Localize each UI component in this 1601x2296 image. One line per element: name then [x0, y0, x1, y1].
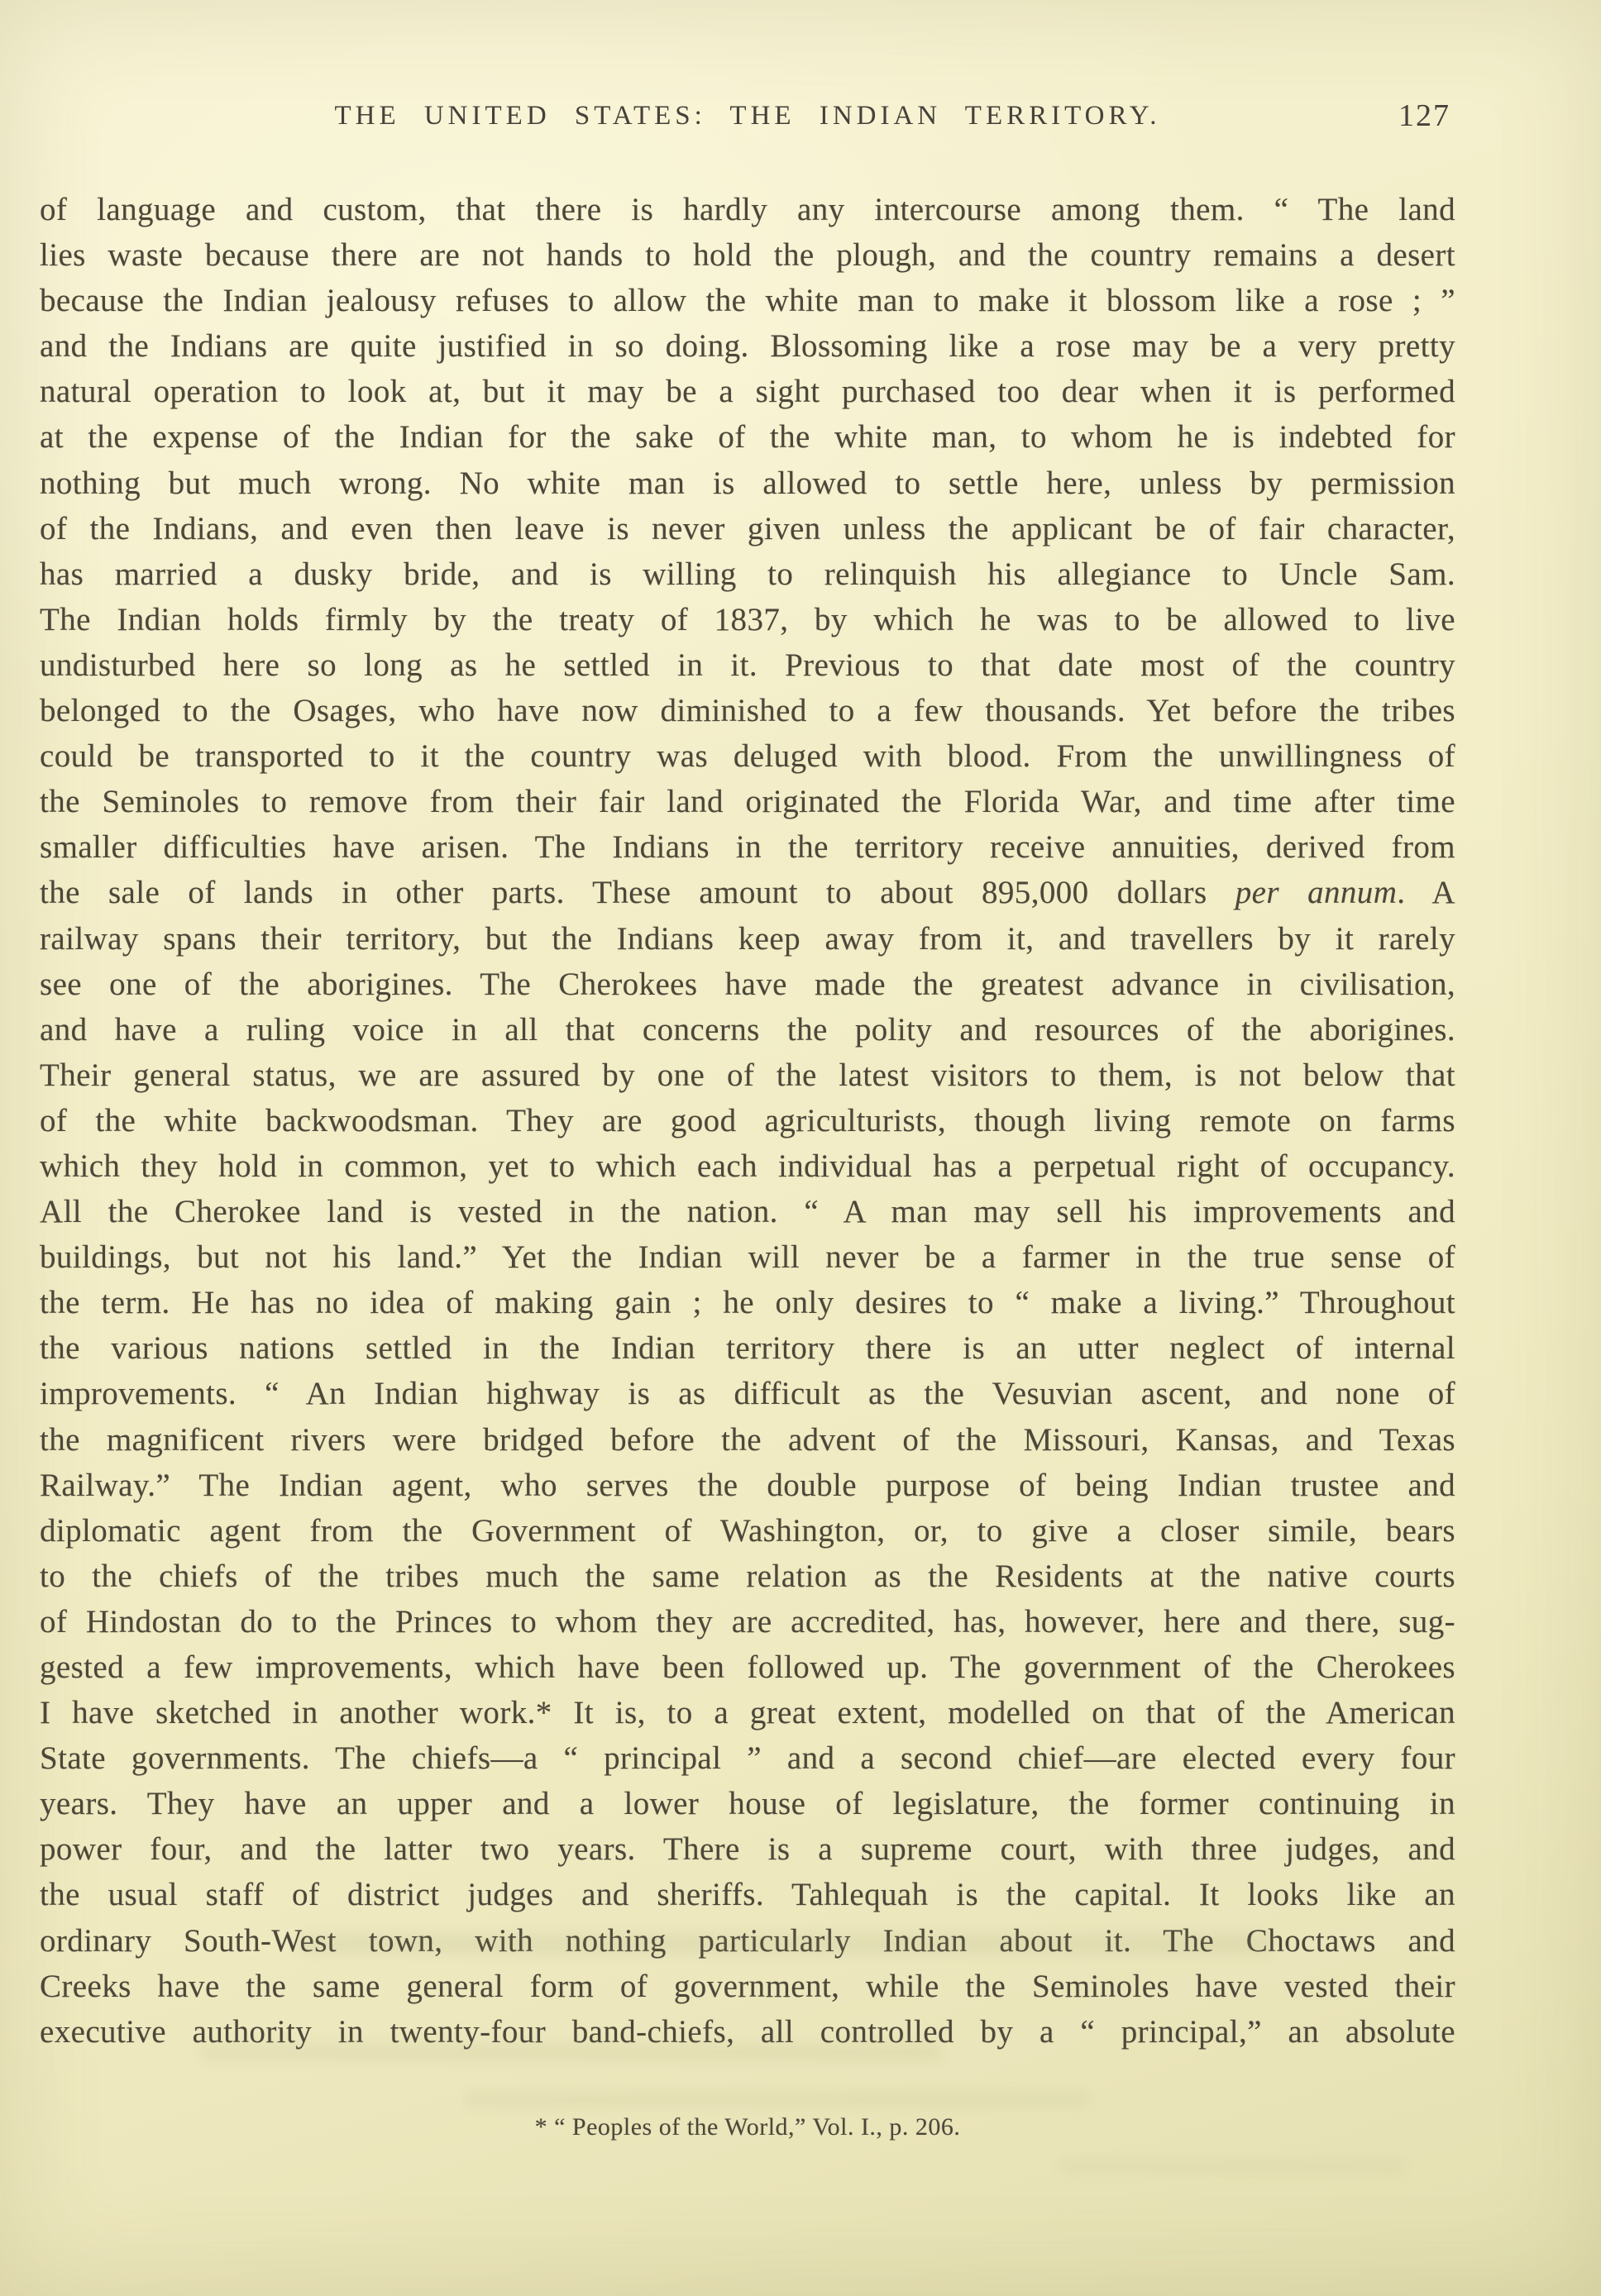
text-line: the magnificent rivers were bridged before the advent of the Missouri, Kansas, and Texas: [40, 1421, 1455, 1458]
text-line: lies waste because there are not hands to hold the plough, and the country remains a desert: [40, 237, 1455, 274]
text-line: Railway.” The Indian agent, who serves the double purpose of being Indian trustee and: [40, 1467, 1455, 1503]
text-line: belonged to the Osages, who have now diminished to a few thousands. Yet before the tribes: [40, 693, 1455, 729]
text-line: Their general status, we are assured by one of the latest visitors to them, is not below that: [40, 1057, 1455, 1093]
text-line: the various nations settled in the Indian territory there is an utter neglect of internal: [40, 1330, 1455, 1367]
body-text: [40, 187, 1455, 2055]
text-line: buildings, but not his land.” Yet the Indian will never be a farmer in the true sense of: [40, 1239, 1455, 1276]
footnote: * “ Peoples of the World,” Vol. I., p. 206.: [534, 2113, 961, 2141]
text-line: has married a dusky bride, and is willing to relinquish his allegiance to Uncle Sam.: [40, 556, 1455, 592]
text-line: years. They have an upper and a lower house of legislature, the former continuing in: [40, 1786, 1455, 1822]
text-line: the Seminoles to remove from their fair land originated the Florida War, and time after time: [40, 784, 1455, 820]
text-line: railway spans their territory, but the Indians keep away from it, and travellers by it rarely: [40, 920, 1455, 957]
text-line: see one of the aborigines. The Cherokees have made the greatest advance in civilisation,: [40, 966, 1455, 1002]
text-line: power four, and the latter two years. There is a supreme court, with three judges, and: [40, 1831, 1455, 1868]
text-line: of Hindostan do to the Princes to whom they are accredited, has, however, here and there, sug-: [40, 1603, 1455, 1640]
text-line: natural operation to look at, but it may be a sight purchased too dear when it is performed: [40, 374, 1455, 410]
text-line: State governments. The chiefs—a “ principal ” and a second chief—are elected every four: [40, 1740, 1455, 1777]
text-line: executive authority in twenty-four band-chiefs, all controlled by a “ principal,” an absolute: [40, 2013, 1455, 2050]
text-line: at the expense of the Indian for the sake of the white man, to whom he is indebted for: [40, 419, 1455, 456]
page-number: 127: [1398, 98, 1450, 133]
bleed-through-ghost: [463, 2090, 1092, 2108]
text-line: I have sketched in another work.* It is, to a great extent, modelled on that of the American: [40, 1695, 1455, 1731]
text-line: Creeks have the same general form of government, while the Seminoles have vested their: [40, 1968, 1455, 2004]
text-line: The Indian holds firmly by the treaty of 1837, by which he was to be allowed to live: [40, 601, 1455, 637]
text-line: which they hold in common, yet to which each individual has a perpetual right of occupancy.: [40, 1148, 1455, 1184]
text-line: to the chiefs of the tribes much the same relation as the Residents at the native courts: [40, 1558, 1455, 1594]
text-line: the term. He has no idea of making gain ; he only desires to “ make a living.” Throughout: [40, 1285, 1455, 1321]
page-header: [40, 98, 1455, 141]
text-line: nothing but much wrong. No white man is allowed to settle here, unless by permission: [40, 465, 1455, 501]
text-line: gested a few improvements, which have been followed up. The government of the Cherokees: [40, 1649, 1455, 1685]
text-line: improvements. “ An Indian highway is as difficult as the Vesuvian ascent, and none of: [40, 1376, 1455, 1412]
running-title: THE UNITED STATES: THE INDIAN TERRITORY.: [334, 101, 1161, 131]
text-line: and have a ruling voice in all that concerns the polity and resources of the aborigines.: [40, 1011, 1455, 1048]
bleed-through-ghost: [1059, 2158, 1406, 2174]
text-line: of the Indians, and even then leave is never given unless the applicant be of fair character,: [40, 510, 1455, 547]
text-line: and the Indians are quite justified in so doing. Blossoming like a rose may be a very pretty: [40, 328, 1455, 365]
text-line: could be transported to it the country was deluged with blood. From the unwillingness of: [40, 738, 1455, 775]
text-line: diplomatic agent from the Government of Washington, or, to give a closer simile, bears: [40, 1512, 1455, 1549]
text-line: because the Indian jealousy refuses to allow the white man to make it blossom like a rose ; ”: [40, 283, 1455, 319]
text-line: smaller difficulties have arisen. The Indians in the territory receive annuities, derived from: [40, 829, 1455, 866]
text-line: undisturbed here so long as he settled in it. Previous to that date most of the country: [40, 647, 1455, 683]
text-line: of the white backwoodsman. They are good agriculturists, though living remote on farms: [40, 1102, 1455, 1138]
text-line: ordinary South-West town, with nothing particularly Indian about it. The Choctaws and: [40, 1922, 1455, 1959]
text-line: All the Cherokee land is vested in the nation. “ A man may sell his improvements and: [40, 1194, 1455, 1230]
text-line: the sale of lands in other parts. These amount to about 895,000 dollars per annum. A: [40, 875, 1455, 911]
text-line: the usual staff of district judges and sheriffs. Tahlequah is the capital. It looks like an: [40, 1877, 1455, 1913]
text-line: of language and custom, that there is hardly any intercourse among them. “ The land: [40, 192, 1455, 227]
